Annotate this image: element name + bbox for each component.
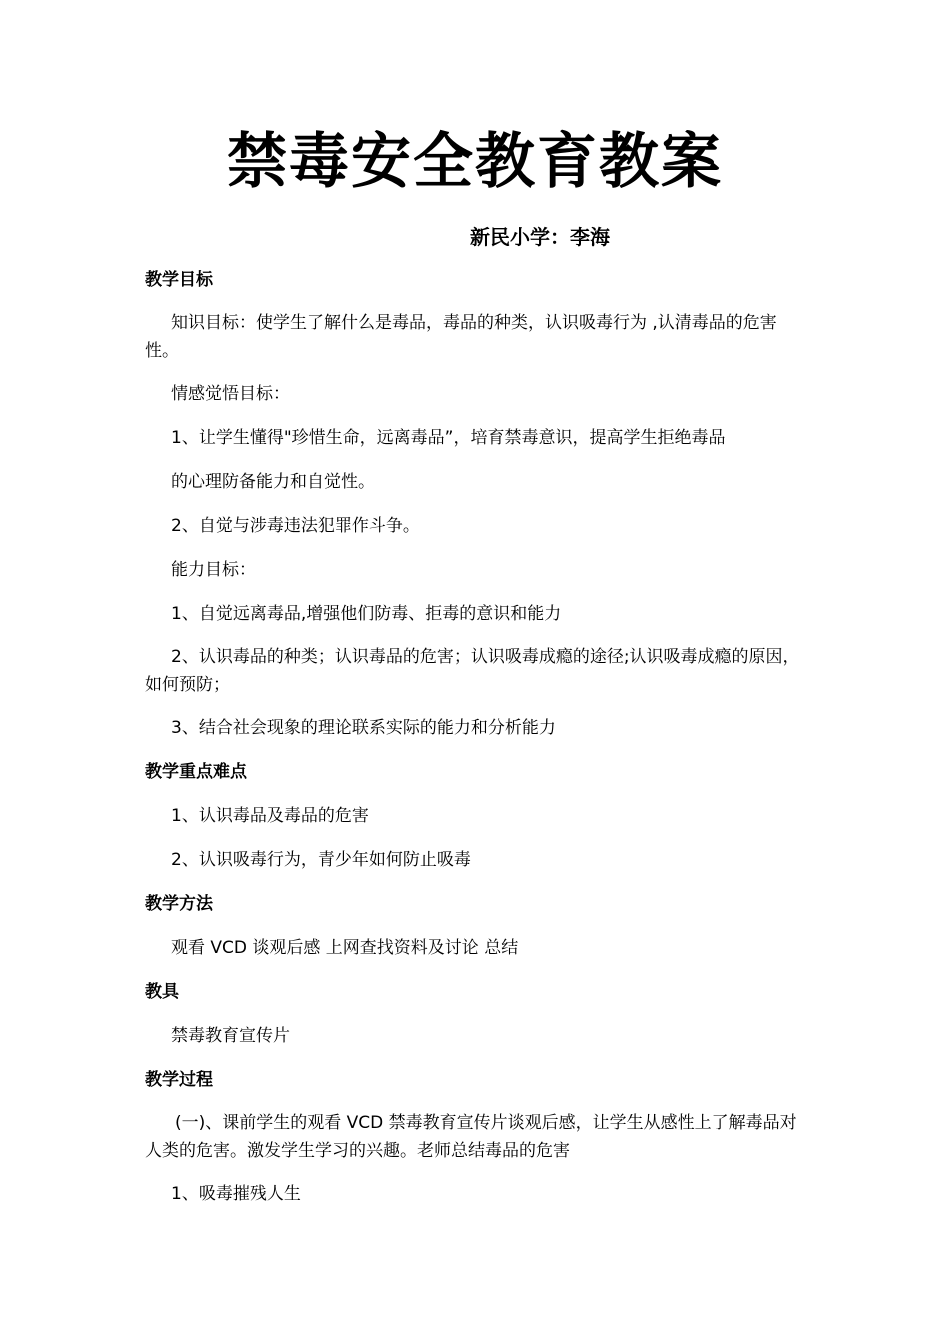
paragraph-ability-heading: 能力目标： xyxy=(171,560,256,580)
paragraph-process-step-1: (一)、课前学生的观看 VCD 禁毒教育宣传片谈观后感，让学生从感性上了解毒品对人类的危害。激发学生学习的兴趣。老师总结毒品的危害 xyxy=(145,1113,797,1161)
document-body xyxy=(145,265,810,1223)
section-heading-process: 教学过程 xyxy=(145,1070,213,1090)
section-heading-method: 教学方法 xyxy=(145,894,213,914)
section-heading-goals: 教学目标 xyxy=(145,270,213,290)
paragraph-method: 观看 VCD 谈观后感 上网查找资料及讨论 总结 xyxy=(171,938,519,958)
paragraph-ability-1: 1、自觉远离毒品,增强他们防毒、拒毒的意识和能力 xyxy=(171,604,562,624)
paragraph-knowledge-goal: 知识目标：使学生了解什么是毒品，毒品的种类，认识吸毒行为 ,认清毒品的危害性。 xyxy=(145,313,777,361)
paragraph-ability-3: 3、结合社会现象的理论联系实际的能力和分析能力 xyxy=(171,718,556,738)
section-heading-tools: 教具 xyxy=(145,982,179,1002)
paragraph-key-point-2: 2、认识吸毒行为，青少年如何防止吸毒 xyxy=(171,850,471,870)
paragraph-emotion-heading: 情感觉悟目标： xyxy=(171,384,290,404)
paragraph-emotion-1b: 的心理防备能力和自觉性。 xyxy=(171,472,375,492)
paragraph-emotion-1a: 1、让学生懂得"珍惜生命，远离毒品”，培育禁毒意识，提高学生拒绝毒品 xyxy=(171,428,726,448)
paragraph-key-point-1: 1、认识毒品及毒品的危害 xyxy=(171,806,369,826)
paragraph-tools: 禁毒教育宣传片 xyxy=(171,1026,290,1046)
document-author: 新民小学：李海 xyxy=(470,225,610,249)
section-heading-key-points: 教学重点难点 xyxy=(145,762,247,782)
paragraph-emotion-2: 2、自觉与涉毒违法犯罪作斗争。 xyxy=(171,516,420,536)
paragraph-ability-2: 2、认识毒品的种类；认识毒品的危害；认识吸毒成瘾的途径;认识吸毒成瘾的原因，如何预防； xyxy=(145,647,800,695)
document-title: 禁毒安全教育教案 xyxy=(227,127,723,197)
paragraph-process-item-1: 1、吸毒摧残人生 xyxy=(171,1184,301,1204)
